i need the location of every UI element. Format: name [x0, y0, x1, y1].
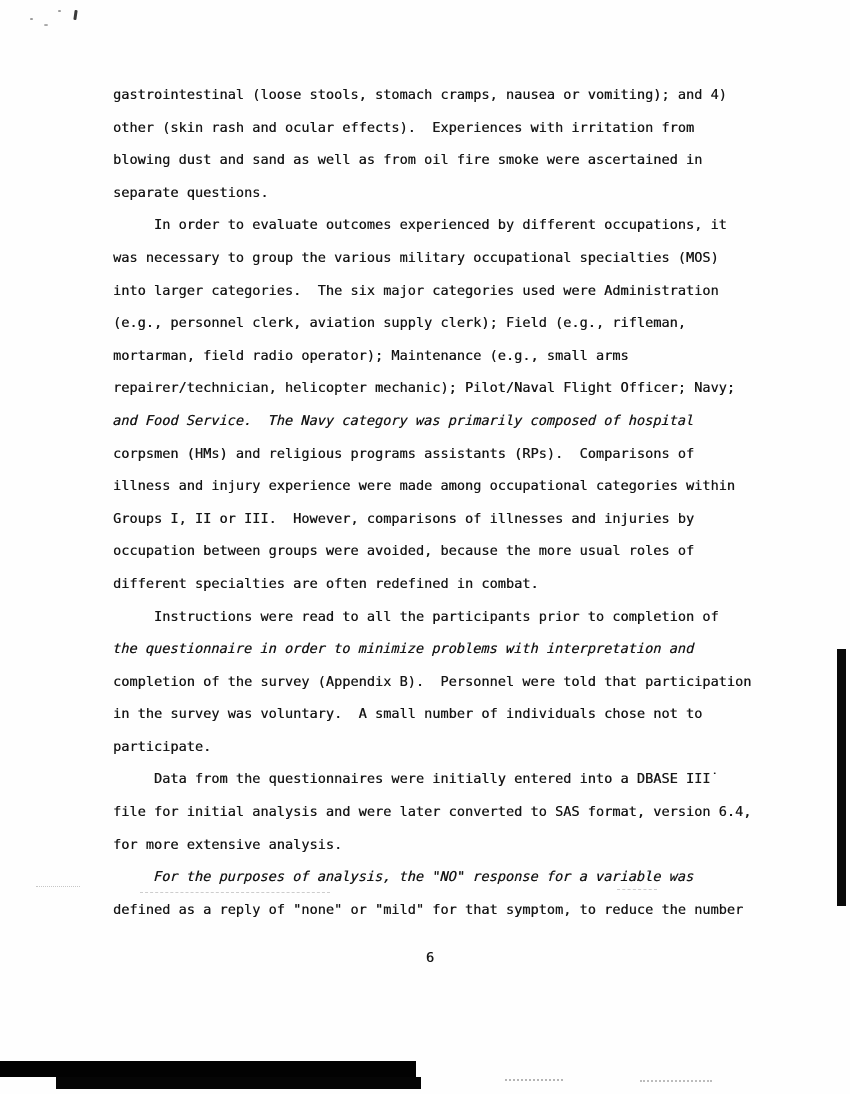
scan-noise-dash [140, 892, 330, 893]
text-line: completion of the survey (Appendix B). Personnel were told that participation [113, 673, 752, 690]
text-line: different specialties are often redefined in combat. [113, 575, 539, 592]
paragraph [113, 209, 783, 600]
paragraph [113, 601, 783, 764]
scan-artifact-bottom-bar [0, 1061, 416, 1077]
text-line: Data from the questionnaires were initially entered into a DBASE III˙ [113, 771, 719, 788]
text-line: the questionnaire in order to minimize problems with interpretation and [112, 641, 695, 658]
text-line: corpsmen (HMs) and religious programs assistants (RPs). Comparisons of [113, 445, 695, 462]
text-line: For the purposes of analysis, the "NO" response for a variable was [112, 869, 695, 886]
text-line: mortarman, field radio operator); Maintenance (e.g., small arms [113, 347, 629, 364]
text-line: blowing dust and sand as well as from oil fire smoke were ascertained in [113, 152, 703, 169]
document-text [113, 79, 783, 926]
text-line: file for initial analysis and were later converted to SAS format, version 6.4, [113, 804, 752, 821]
text-line: separate questions. [113, 184, 269, 201]
text-line: gastrointestinal (loose stools, stomach cramps, nausea or vomiting); and 4) [113, 87, 727, 103]
text-line: for more extensive analysis. [113, 836, 343, 853]
text-line: defined as a reply of "none" or "mild" for that symptom, to reduce the number [113, 901, 744, 918]
scan-noise-dotted-line [505, 1079, 563, 1081]
scan-artifact-right-edge-bar [837, 649, 846, 906]
text-line: occupation between groups were avoided, because the more usual roles of [113, 543, 695, 560]
paragraph [113, 861, 783, 926]
page-number: 6 [425, 950, 435, 966]
text-line: Groups I, II or III. However, comparisons of illnesses and injuries by [113, 510, 695, 527]
text-line: other (skin rash and ocular effects). Experiences with irritation from [113, 119, 695, 136]
text-line: and Food Service. The Navy category was primarily composed of hospital [112, 412, 695, 429]
scan-noise-dot [30, 18, 33, 20]
text-line: in the survey was voluntary. A small number of individuals chose not to [113, 706, 703, 723]
scan-noise-dash [617, 889, 657, 890]
text-line: Instructions were read to all the participants prior to completion of [113, 608, 719, 625]
text-line: into larger categories. The six major categories used were Administration [113, 282, 719, 299]
scan-noise-dot [58, 10, 61, 12]
text-line: In order to evaluate outcomes experienced by different occupations, it [113, 217, 727, 234]
scan-noise-dot [44, 24, 48, 26]
text-line: repairer/technician, helicopter mechanic); Pilot/Naval Flight Officer; Navy; [113, 380, 735, 397]
scan-noise-dotted-line [640, 1080, 712, 1082]
paragraph [113, 763, 783, 861]
scan-artifact-bottom-bar-lower [56, 1077, 421, 1089]
text-line: participate. [113, 738, 212, 755]
text-line: illness and injury experience were made among occupational categories within [113, 478, 735, 495]
text-line: (e.g., personnel clerk, aviation supply clerk); Field (e.g., rifleman, [113, 315, 686, 332]
paragraph [113, 79, 783, 209]
scan-noise-tick-mark [73, 10, 77, 20]
text-line: was necessary to group the various military occupational specialties (MOS) [113, 249, 719, 266]
scan-noise-dash [36, 886, 80, 887]
